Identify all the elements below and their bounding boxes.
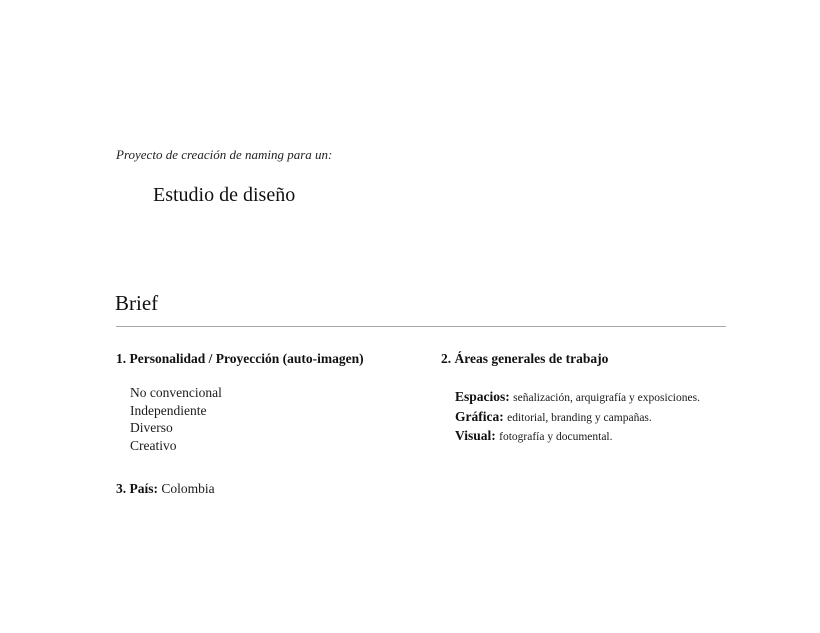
brief-divider — [116, 326, 726, 327]
work-area-description: fotografía y documental. — [499, 431, 613, 443]
work-area-label: Visual: — [455, 428, 496, 443]
country-label: 3. País: — [116, 481, 158, 496]
list-item: Creativo — [130, 437, 177, 453]
work-areas-list — [455, 388, 700, 447]
work-area-visual — [455, 427, 700, 447]
country-line — [116, 481, 215, 497]
personality-heading: 1. Personalidad / Proyección (auto-imagen) — [116, 351, 364, 366]
work-area-description: editorial, branding y campañas. — [507, 411, 652, 424]
country-value: Colombia — [161, 481, 215, 496]
intro-text: Proyecto de creación de naming para un: — [116, 147, 333, 162]
brief-heading: Brief — [115, 291, 159, 315]
studio-title: Estudio de diseño — [153, 184, 296, 206]
work-area-label: Gráfica: — [455, 408, 504, 424]
work-area-description: señalización, arquigrafía y exposiciones. — [513, 392, 700, 404]
work-area-espacios — [455, 388, 700, 408]
work-areas-heading: 2. Áreas generales de trabajo — [441, 351, 609, 366]
work-area-grafica — [455, 408, 700, 428]
list-item: No convencional — [130, 385, 222, 400]
list-item: Independiente — [130, 402, 207, 418]
work-area-label: Espacios: — [455, 389, 510, 404]
list-item: Diverso — [130, 420, 173, 435]
personality-list — [130, 384, 222, 454]
